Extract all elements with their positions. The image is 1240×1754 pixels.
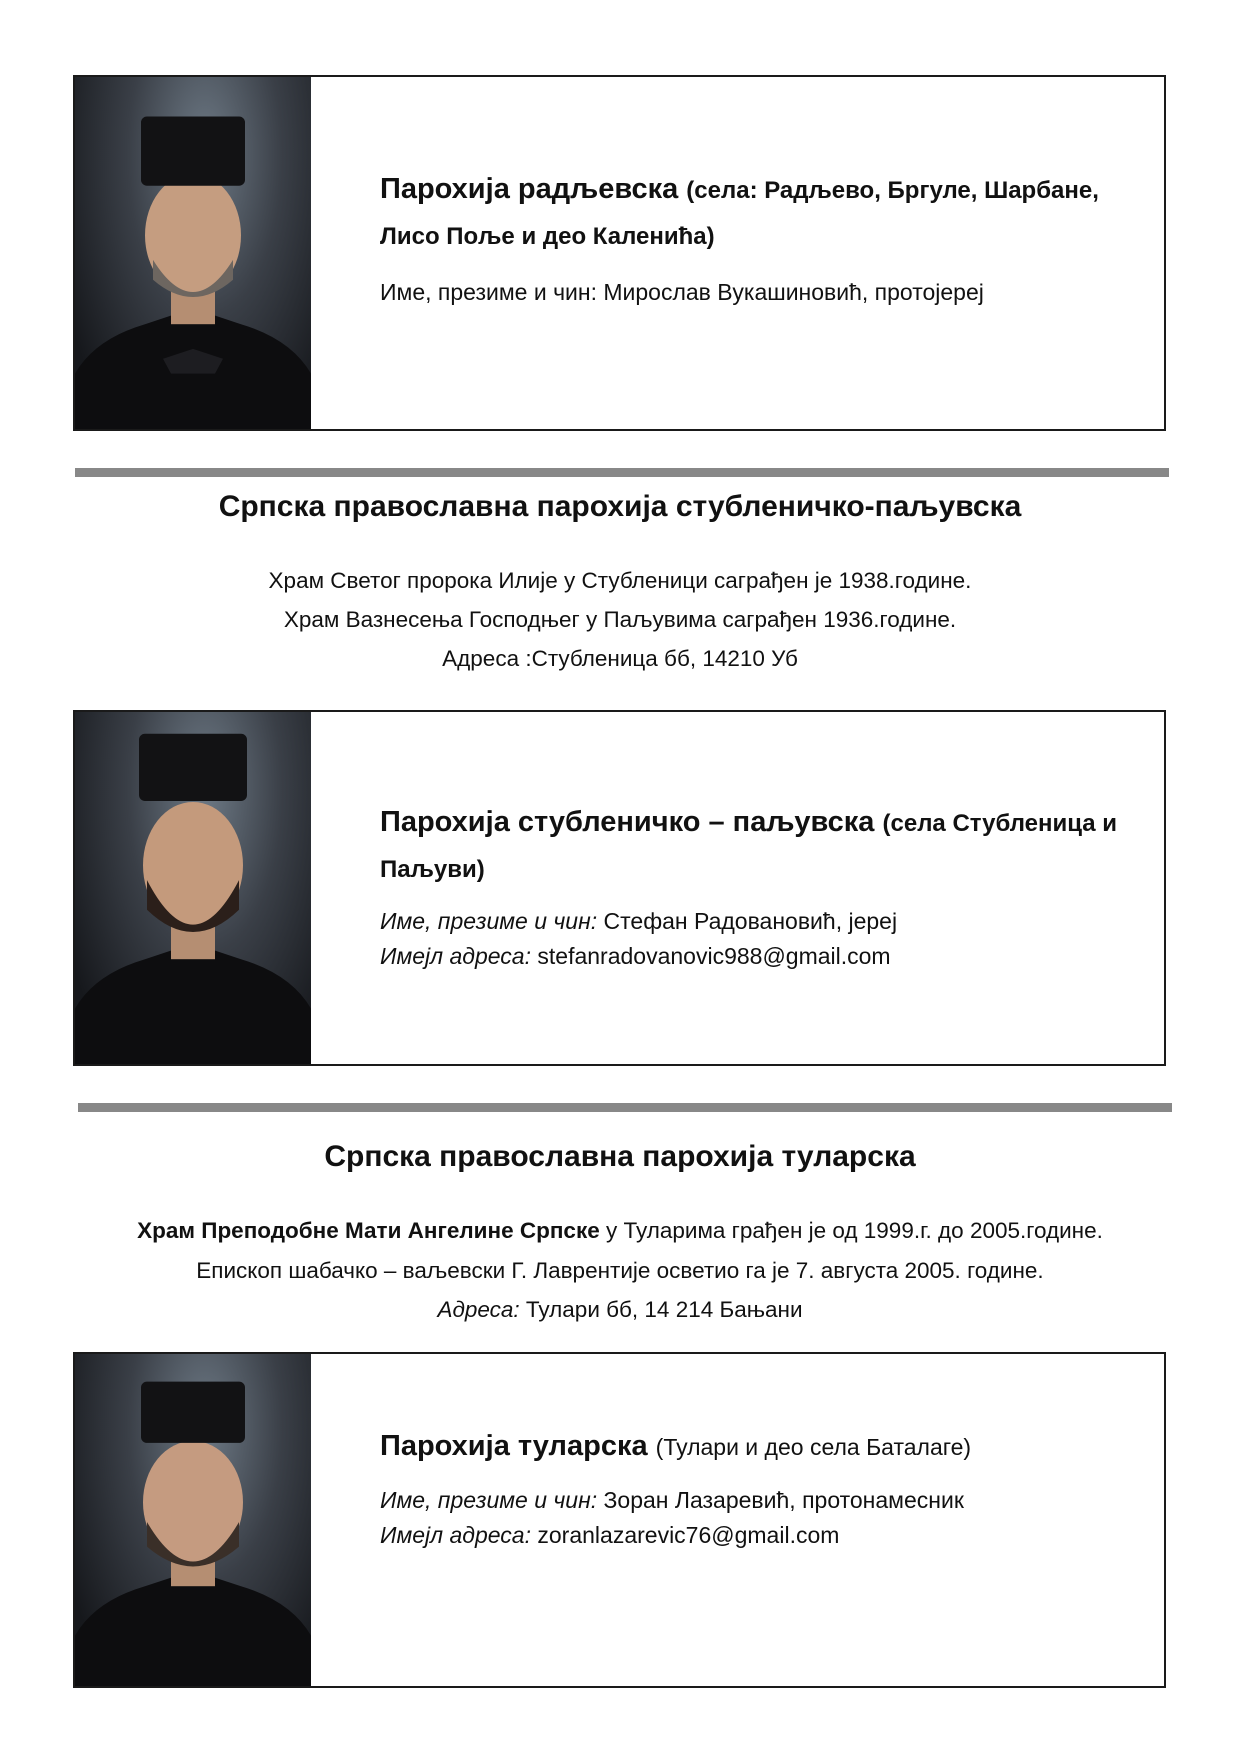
priest-info: Име, презиме и чин: Мирослав Вукашиновић, протојереј xyxy=(380,279,984,305)
priest-portrait-2 xyxy=(75,712,311,1064)
priest-email-line: Имејл адреса: stefanradovanovic988@gmail.com xyxy=(380,943,891,969)
parish-villages: (села: Радљево, Бргуле, Шарбане, Лисо Поље и део Каленића) xyxy=(380,177,1099,250)
temple-info-line-1: Храм Светог пророка Илије у Стубленици саграђен је 1938.године. xyxy=(268,568,972,593)
priest-name-line: Име, презиме и чин: Зоран Лазаревић, протонамесник xyxy=(380,1487,964,1513)
section-heading-tulari: Српска православна парохија туларска xyxy=(324,1140,916,1173)
parish-card-stublenichko xyxy=(73,710,1166,1066)
priest-email-line: Имејл адреса: zoranlazarevic76@gmail.com xyxy=(380,1522,840,1548)
priest-name-line: Име, презиме и чин: Стефан Радовановић, јереј xyxy=(380,908,898,934)
divider xyxy=(75,468,1169,477)
divider xyxy=(78,1103,1172,1112)
priest-portrait-3 xyxy=(75,1354,311,1686)
parish-title: Парохија радљевска (села: Радљево, Бргуле, Шарбане, Лисо Поље и део Каленића) xyxy=(380,173,1099,250)
priest-portrait-1 xyxy=(75,77,311,429)
email-link[interactable]: stefanradovanovic988@gmail.com xyxy=(537,943,891,969)
parish-title: Парохија туларска (Тулари и део села Баталаге) xyxy=(380,1430,972,1462)
address-line: Адреса: Тулари бб, 14 214 Бањани xyxy=(437,1297,803,1322)
parish-title: Парохија стубленичко – паљувска (села Стубленица и Паљуви) xyxy=(380,806,1118,883)
address-line: Адреса :Стубленица бб, 14210 Уб xyxy=(442,646,798,671)
email-link[interactable]: zoranlazarevic76@gmail.com xyxy=(537,1522,840,1548)
temple-info-line-2: Епископ шабачко – ваљевски Г. Лаврентије осветио га је 7. августа 2005. године. xyxy=(196,1258,1044,1283)
parish-card-tularska xyxy=(73,1352,1166,1688)
parish-villages: (Тулари и део села Баталаге) xyxy=(655,1434,972,1460)
parish-villages: (села Стубленица и Паљуви) xyxy=(380,810,1118,883)
temple-info-line-2: Храм Вазнесења Господњег у Паљувима саграђен 1936.године. xyxy=(283,607,957,632)
parish-card-radljevska xyxy=(73,75,1166,431)
section-heading-stublenica: Српска православна парохија стубленичко-паљувска xyxy=(218,490,1022,523)
temple-info-line-1: Храм Преподобне Мати Ангелине Српске у Туларима грађен је од 1999.г. до 2005.године. xyxy=(137,1218,1103,1243)
